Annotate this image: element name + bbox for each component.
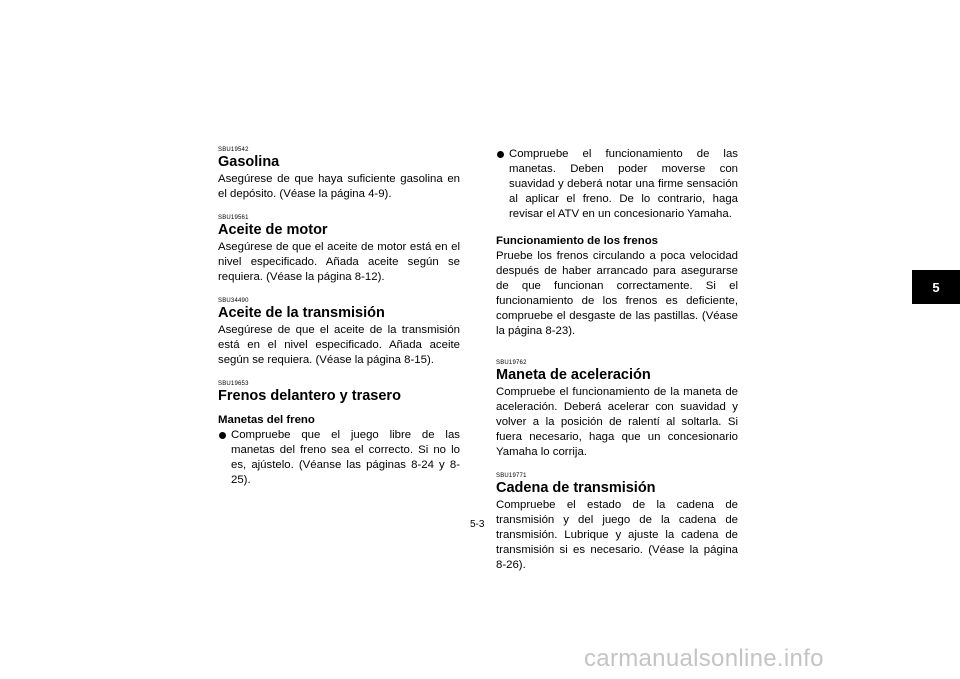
bullet-dot-icon [497,151,504,158]
section-title: Gasolina [218,154,280,170]
subheading: Manetas del freno [218,414,315,426]
bullet-text: Compruebe el funcionamiento de las manetas. Deben poder moverse con suavidad y deberá notar una firme sensación al aplicar el freno. De lo contrario, haga revisar el ATV en un concesionario Yamaha. [509,148,738,220]
watermark: carmanualsonline.info [584,645,824,672]
section-title: Aceite de motor [218,222,328,238]
section-title: Aceite de la transmisión [218,305,385,321]
section-code: SBU19771 [496,473,527,479]
section-code: SBU19653 [218,381,249,387]
section-code: SBU34490 [218,298,249,304]
subheading: Funcionamiento de los frenos [496,235,659,247]
bullet-item [218,428,460,488]
section-funcionamiento-frenos [496,234,738,339]
section-code: SBU19561 [218,215,249,221]
section-text: Asegúrese de que el aceite de la transmisión está en el nivel especificado. Añada aceite según se requiera. (Véase la página 8-15). [218,324,460,366]
section-text: Compruebe el estado de la cadena de transmisión y del juego de la cadena de transmisión. Lubrique y ajuste la cadena de transmisión si es necesario. (Véase la página 8-26). [496,499,738,571]
bullet-text: Compruebe que el juego libre de las manetas del freno sea el correcto. Si no lo es, ajústelo. (Véanse las páginas 8-24 y 8-25). [231,429,460,486]
section-text: Asegúrese de que haya suficiente gasolina en el depósito. (Véase la página 4-9). [218,173,460,200]
section-code: SBU19542 [218,147,249,153]
bullet-dot-icon [219,432,226,439]
section-text: Pruebe los frenos circulando a poca velocidad después de haber arrancado para asegurarse de que funcionan correctamente. Si el funcionamiento de los frenos es deficiente, compruebe el desgaste de las pastillas. (Véase la página 8-23). [496,250,738,337]
section-title: Cadena de transmisión [496,480,656,496]
section-title: Frenos delantero y trasero [218,388,401,404]
right-column [496,147,738,585]
section-frenos [218,380,460,488]
section-aceite-transmision [218,297,460,368]
section-cadena-transmision [496,472,738,573]
section-aceite-motor [218,214,460,285]
section-gasolina [218,146,460,202]
section-text: Compruebe el funcionamiento de la maneta de aceleración. Deberá acelerar con suavidad y volver a la posición de ralentí al soltarla. Si fuera necesario, haga que un concesionario Yamaha lo corrija. [496,386,738,458]
section-text: Asegúrese de que el aceite de motor está en el nivel especificado. Añada aceite según se requiera. (Véase la página 8-12). [218,241,460,283]
chapter-tab: 5 [912,270,960,304]
section-title: Maneta de aceleración [496,367,651,383]
left-column [218,146,460,500]
page-number: 5-3 [470,519,485,530]
section-code: SBU19762 [496,360,527,366]
section-maneta-aceleracion [496,359,738,460]
bullet-item [496,147,738,222]
